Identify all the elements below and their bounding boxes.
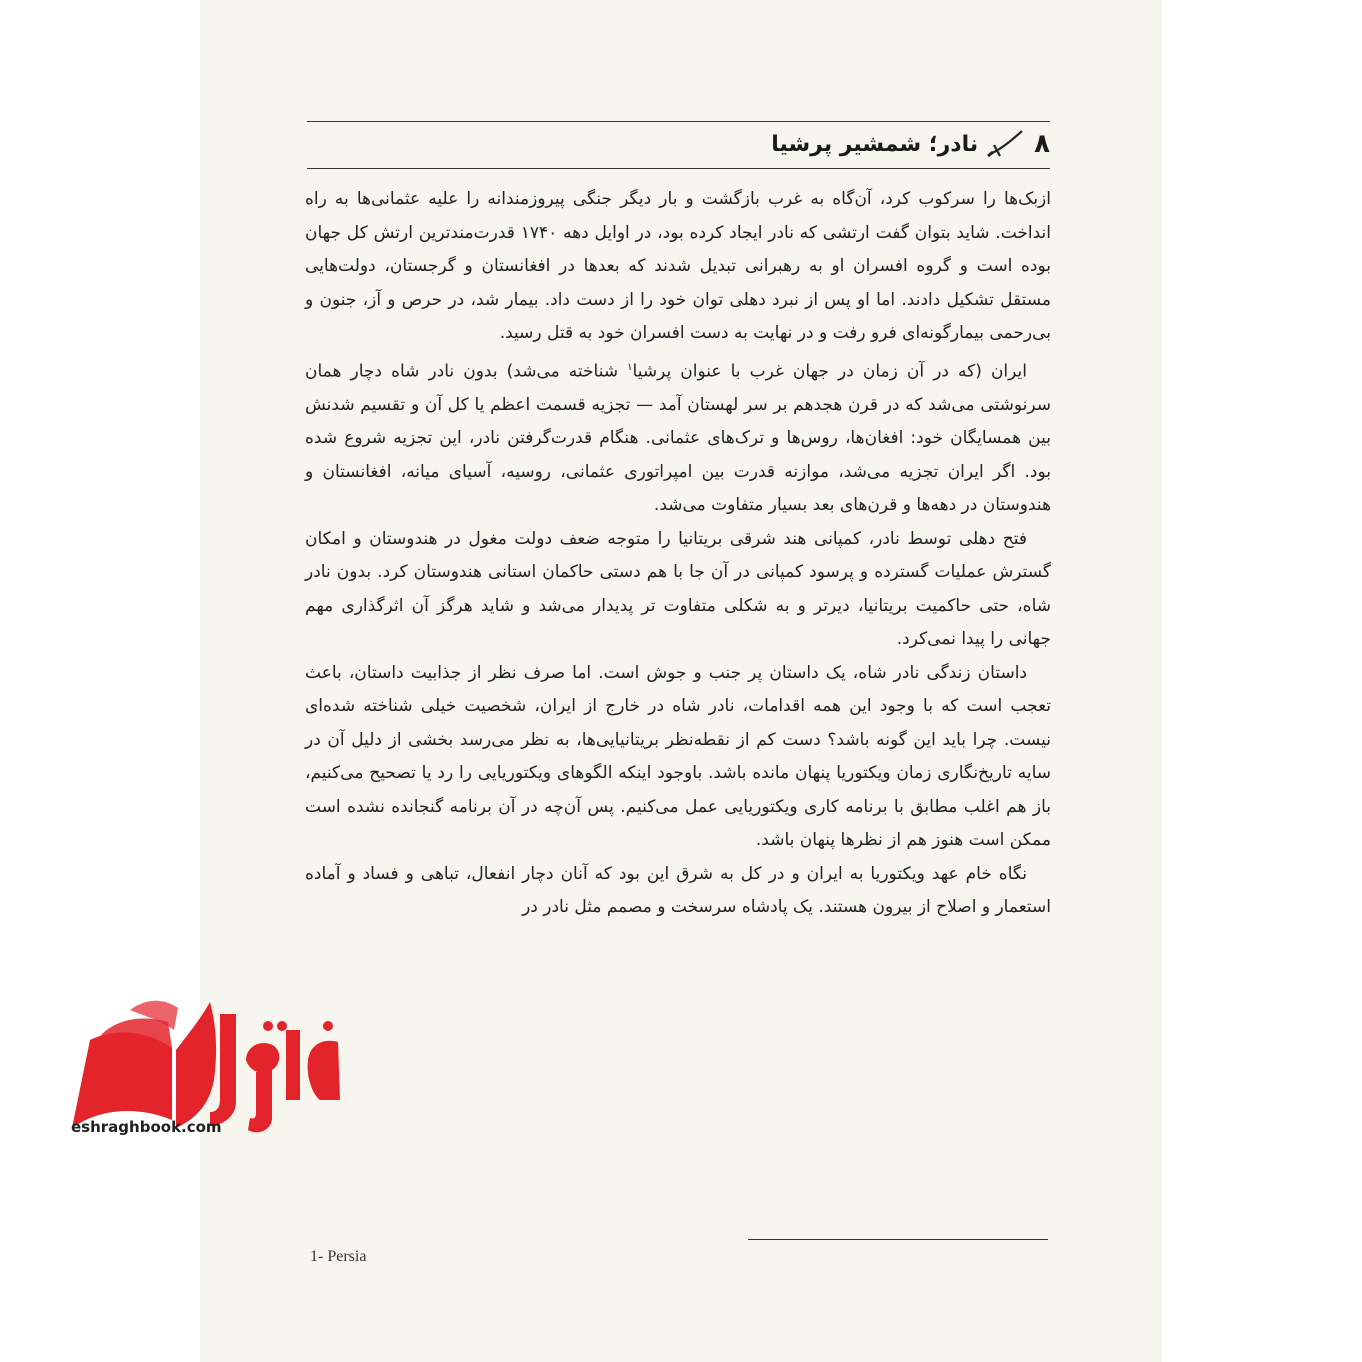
paragraph-2-rest: شناخته می‌شد) بدون نادر شاه دچار همان سرنوشتی می‌شد که در قرن هجدهم بر سر لهستان آمد — تجزیه قسمت اعظم یا کل آن و تقسیم شدنش بین همسایگان خود: افغان‌ها، روس‌ها و ترک‌های عثمانی. هنگام قدرت‌گرفتن نادر، این تجزیه شروع شده بود. اگر ایران تجزیه می‌شد، موازنه قدرت بین امپراتوری عثمانی، روسیه، آسیای میانه، افغانستان و هندوستان در دهه‌ها و قرن‌های بعد بسیار متفاوت می‌شد. xyxy=(305,361,1051,516)
logo-url[interactable]: eshraghbook.com xyxy=(71,1118,222,1136)
paragraph-5: نگاه خام عهد ویکتوریا به ایران و در کل به شرق این بود که آنان دچار انفعال، تباهی و فساد و آماده استعمار و اصلاح از بیرون هستند. یک پادشاه سرسخت و مصمم مثل نادر در xyxy=(305,863,1051,918)
book-page xyxy=(200,0,1162,1362)
page-number: ۸ xyxy=(1034,129,1050,159)
page-header xyxy=(771,128,1050,160)
sword-icon xyxy=(986,128,1026,160)
paragraph-1: ازبک‌ها را سرکوب کرد، آن‌گاه به غرب بازگشت و بار دیگر جنگی پیروزمندانه را علیه عثمانی‌ها به راه انداخت. شاید بتوان گفت ارتشی که نادر ایجاد کرده بود، در اوایل دهه ۱۷۴۰ قدرت‌مندترین ارتش کل جهان بوده است و گروه افسران او به رهبرانی تبدیل شدند که بعدها در افغانستان و گرجستان، دولت‌هایی مستقل تشکیل دادند. اما او پس از نبرد دهلی توان خود را از دست داد. بیمار شد، در حرص و آز، جنون و بی‌رحمی بیمارگونه‌ای فرو رفت و در نهایت به دست افسران خود به قتل رسید. xyxy=(305,189,1051,343)
header-rule-top xyxy=(307,121,1050,122)
header-rule-bottom xyxy=(307,168,1050,169)
footnote-rule xyxy=(748,1239,1048,1240)
paragraph-4: داستان زندگی نادر شاه، یک داستان پر جنب و جوش است. اما صرف نظر از جذابیت داستان، باعث تعجب است که با وجود این همه اقدامات، نادر شاه در خارج از ایران، شخصیت خیلی شناخته شده‌ای نیست. چرا باید این گونه باشد؟ دست کم از نقطه‌نظر بریتانیایی‌ها، به نظر می‌رسد بخشی از دلیل آن در سایه تاریخ‌نگاری زمان ویکتوریا پنهان مانده باشد. باوجود اینکه الگوهای ویکتوریایی را رد یا تصحیح می‌کنیم، باز هم اغلب مطابق با برنامه کاری ویکتوریایی عمل می‌کنیم. پس آن‌چه در آن برنامه گنجانده نشده است ممکن است هنوز هم از نظرها پنهان باشد. xyxy=(305,662,1051,851)
paragraph-2-start: ایران (که در آن زمان در جهان غرب با عنوان پرشیا xyxy=(632,361,1027,382)
paragraph-3: فتح دهلی توسط نادر، کمپانی هند شرقی بریتانیا را متوجه ضعف دولت مغول در هندوستان و امکان گسترش عملیات گسترده و پرسود کمپانی در آن جا با هم دستی حاکمان استانی هندوستان کرد. بدون نادر شاه، حتی حاکمیت بریتانیا، دیرتر و به شکلی متفاوت تر پدیدار می‌شد و شاید هرگز آن اثرگذاری مهم جهانی را پیدا نمی‌کرد. xyxy=(305,528,1051,650)
running-title: نادر؛ شمشیر پرشیا xyxy=(771,131,979,157)
footnote-marker[interactable]: ۱ xyxy=(627,361,633,373)
footnote: 1- Persia xyxy=(310,1248,367,1265)
paragraph-2 xyxy=(305,351,1051,523)
body-text xyxy=(305,183,1051,925)
